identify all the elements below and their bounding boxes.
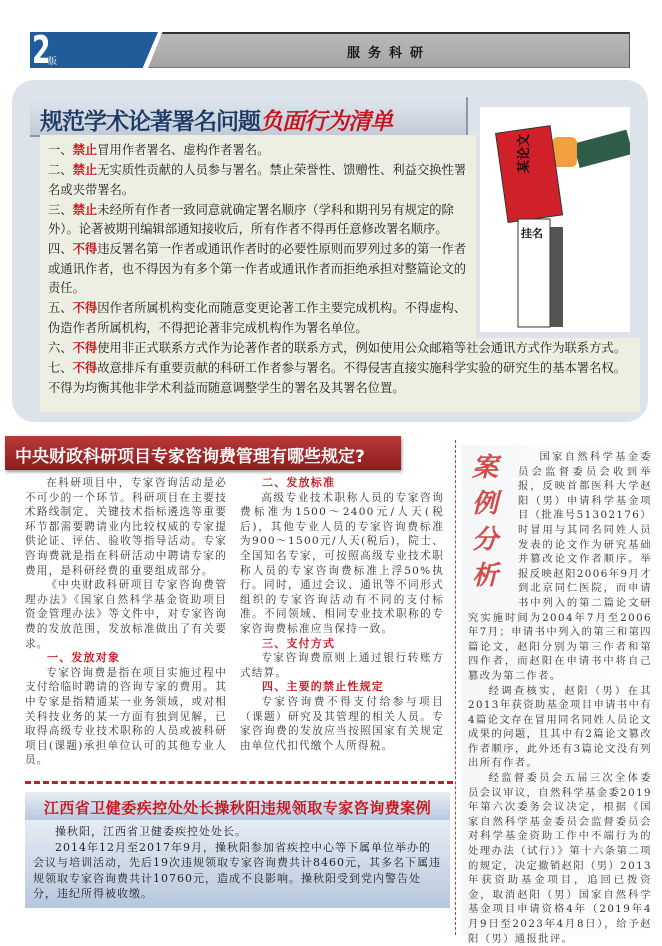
rule-item: 七、不得故意排斥有重要贡献的科研工作者参与署名。不得侵害直接实施科学实验的研究生的基本署名权。不得为均衡其他非学术利益而随意调整学生的署名及其署名位置。: [48, 360, 626, 395]
rules-banner: [30, 97, 468, 137]
tag-char: 分: [472, 525, 500, 555]
case-title: 江西省卫健委疾控处处长操秋阳违规领取专家咨询费案例: [25, 792, 450, 820]
shadow-label: 学术造假: [562, 249, 578, 301]
banner-title-2: 负面行为清单: [260, 109, 392, 135]
rule-item: 五、不得因作者所属机构变化而随意变更论著工作主要完成机构。不得虚构、伪造作者所属机构，不得把论著非完成机构作为署名单位。: [48, 300, 467, 335]
subheading: 二、发放标准: [262, 476, 336, 489]
paragraph: 经调查核实，赵阳（男）在其2013年获资助基金项目申请书中有4篇论文存在冒用同名同姓人员论文成果的问题，且其中有2篇论文篡改作者顺序，此外还有3篇论文没有列出所有作者。: [468, 684, 652, 770]
column-divider: [455, 440, 456, 935]
paragraph: 《中央财政科研项目专家咨询费管理办法》《国家自然科学基金资助项目资金管理办法》等文件中，对专家咨询费的发放范围，发放标准做出了有关要求。: [25, 579, 227, 650]
paragraph: 经监督委员会五届三次全体委员会议审议，自然科学基金委2019年第六次委务会议决定，根据《国家自然科学基金委员会监督委员会对科学基金资助工作中不端行为的处理办法（试行）》第十六条第二项的规定，决定撤销赵阳（男）2013年获资助基金项目，追回已拨资金，取消赵阳（男）国家自然科学基金项目申请资格4年（2019年4月9日至2023年4月8日），给予赵阳（男）通报批评。: [468, 772, 652, 945]
book-label: 某论文: [517, 133, 532, 173]
paragraph: 高级专业技术职称人员的专家咨询费标准为1500～2400元/人天(税后)，其他专业人员的专家咨询费标准为900～1500元/人天(税后)，院士、全国知名专家，可按照高级专业技术职称人员的专家咨询费标准上浮50%执行。同时，通过会议、通讯等不同形式组织的专家咨询活动有不同的支付标准。不同领域、相同专业技术职称的专家咨询费标准应当保持一致。: [240, 491, 444, 635]
subheading: 四、主要的禁止性规定: [262, 680, 384, 694]
section2-title: 中央财政科研项目专家咨询费管理有哪些规定?: [5, 436, 401, 470]
divider: [25, 781, 453, 784]
rule-item: 三、禁止未经所有作者一致同意就确定署名顺序（学科和期刊另有规定的除外）。论著被期刊编辑部通知接收后，所有作者不得再任意修改署名顺序。: [48, 201, 454, 237]
subheading: 一、发放对象: [47, 651, 121, 665]
rule-item: 四、不得违反署名第一作者或通讯作者时的必要性原则而罗列过多的第一作者或通讯作者，也不得因为有多个第一作者或通讯作者而拒绝承担对整篇论文的责任。: [48, 241, 467, 296]
paragraph: 2014年12月至2017年9月，操秋阳参加省疾控中心等下属单位举办的会议与培训活动，先后19次违规领取专家咨询费共计8460元，其多名下属违规领取专家咨询费共计10760元，造成不良影响。操秋阳受到党内警告处分，违纪所得被收缴。: [33, 840, 441, 900]
paragraph: 专家咨询费是指在项目实施过程中支付给临时聘请的咨询专家的费用。其中专家是指精通某一业务领域，或对相关科技业务的某一方面有独到见解，已取得高级专业技术职称的人员或被科研项目(课题)承担单位认可的其他专业人员。: [25, 666, 227, 767]
tag-char: 析: [472, 561, 500, 591]
section-title: 服务科研: [346, 46, 431, 61]
paragraph: 实施时间为2004年7月至2006年7月；申请书中列入的第三和第四篇论文，赵阳分别为第三作者和第四作者，而赵阳在申请书中将自己篡改为第二作者。: [468, 611, 653, 682]
paragraph: 专家咨询费原则上通过银行转账方式结算。: [240, 652, 444, 679]
paragraph: 在科研项目中，专家咨询活动是必不可少的一个环节。科研项目在主要技术路线制定、关键技术指标遴选等重要环节都需要聘请业内比较权威的专家提供论证、评估、验收等指导活动。专家咨询费就是指在科研活动中聘请专家的费用，是科研经费的重要组成部分。: [25, 477, 227, 577]
page-number: 2: [32, 28, 50, 72]
article-column-left: [25, 476, 227, 768]
tag-char: 例: [472, 489, 500, 519]
banner-title-1: 规范学术论著署名问题: [40, 109, 260, 135]
rule-item: 二、禁止无实质性贡献的人员参与署名。禁止荣誉性、馈赠性、利益交换性署名或夹带署名。: [48, 162, 467, 197]
analysis-text: [468, 450, 652, 946]
tag-label: 挂名: [521, 227, 543, 240]
paragraph: 国家自然科学基金委员会监督委员会收到举报，反映首都医科大学赵阳（男）申请科学基金项目（批准号51302176）时冒用与其同名同姓人员发表的论文作为研究基础并篡改论文作者顺序。举报反映赵阳2006年9月才到北京同仁医院，而申请书中列入的第二篇论文研究: [468, 451, 652, 624]
case-analysis-tag: [468, 450, 514, 600]
article-column-middle: [240, 476, 444, 753]
academic-fraud-illustration: [480, 107, 630, 332]
subheading: 三、支付方式: [262, 636, 336, 650]
paragraph: 操秋阳，江西省卫健委疾控处处长。: [55, 825, 247, 838]
rule-item: 一、禁止冒用作者署名、虚构作者署名。: [48, 142, 270, 157]
tag-char: 案: [472, 453, 500, 483]
page-suffix: 版: [48, 57, 58, 67]
rule-item: 六、不得使用非正式联系方式作为论著作者的联系方式，例如使用公众邮箱等社会通讯方式作为联系方式。: [48, 339, 626, 355]
case-body: [25, 820, 450, 908]
paragraph: 专家咨询费不得支付给参与项目（课题）研究及其管理的相关人员。专家咨询费的发放应当按照国家有关规定由单位代扣代缴个人所得税。: [240, 695, 444, 752]
